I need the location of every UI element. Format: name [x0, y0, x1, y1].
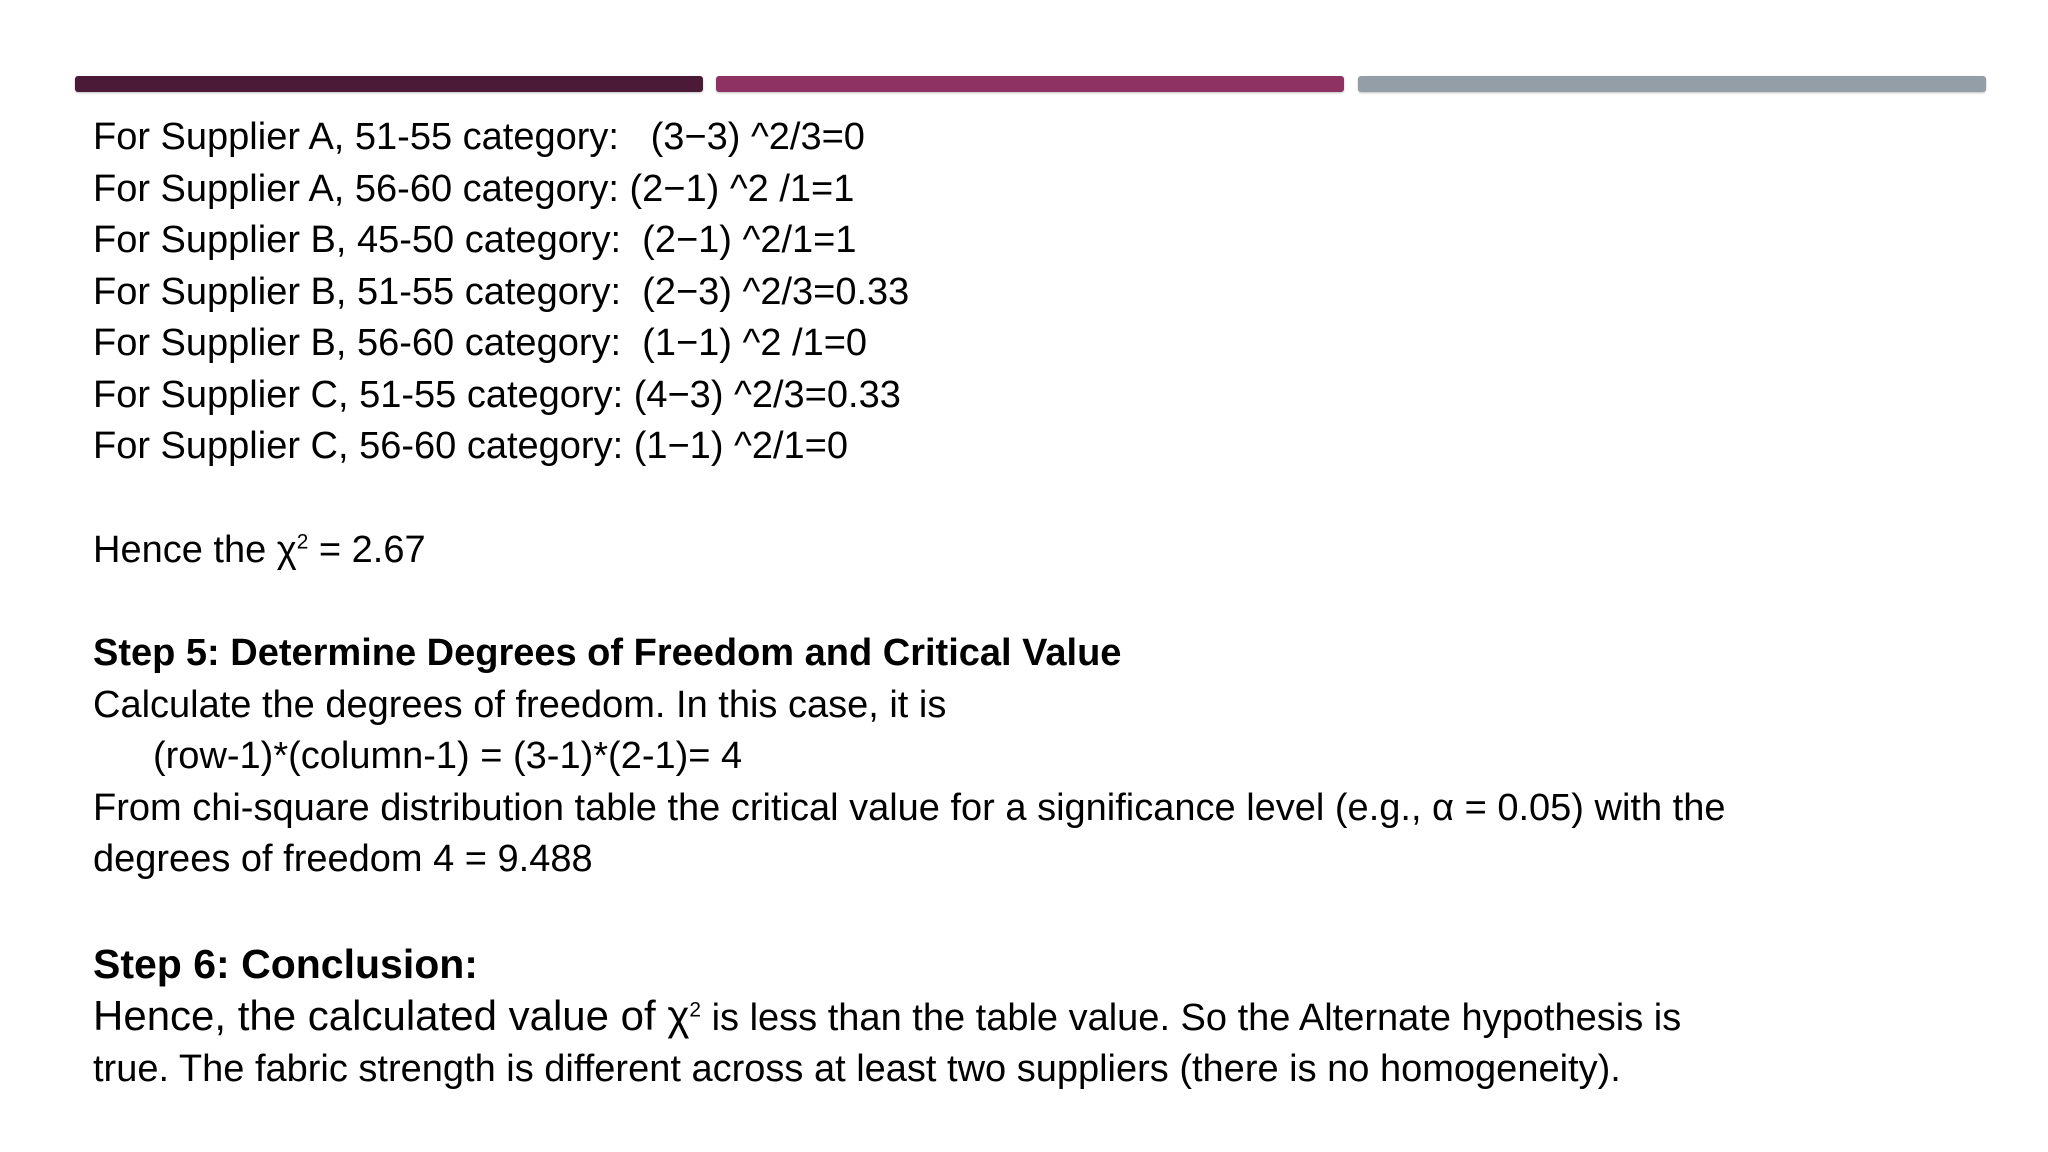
degrees-of-freedom-formula: (row-1)*(column-1) = (3-1)*(2-1)= 4 — [153, 735, 743, 777]
calc-line: For Supplier C, 51-55 category: (4−3) ^2/3=0.33 — [93, 373, 901, 416]
calc-line: For Supplier B, 51-55 category: (2−3) ^2/3=0.33 — [93, 270, 910, 313]
calc-line: For Supplier B, 45-50 category: (2−1) ^2/1=1 — [93, 219, 857, 261]
accent-bar-dark — [75, 76, 703, 92]
step6-heading: Step 6: Conclusion: — [93, 940, 478, 987]
calc-line: For Supplier A, 51-55 category: (3−3) ^2/3=0 — [93, 116, 865, 158]
accent-bar-gray — [1358, 76, 1986, 92]
slide-content — [93, 112, 1973, 1096]
calc-line: For Supplier C, 56-60 category: (1−1) ^2/1=0 — [93, 425, 849, 467]
chi-square-result: Hence the $\chi^2 = 2.67$ — [93, 528, 426, 571]
step5-text: Calculate the degrees of freedom. In this case, it is — [93, 683, 947, 726]
step5-text: From chi-square distribution table the critical value for a significance level (e.g., α = 0.05) with the — [93, 786, 1726, 829]
calc-line: For Supplier A, 56-60 category: (2−1) ^2 /1=1 — [93, 167, 855, 210]
conclusion-text: Hence, the calculated value of $\chi^2$ is less than the table value. So the Alternate hypothesis is true. The fabric strength is different across at least two suppliers (there is no homogeneity). — [93, 991, 1682, 1090]
calc-line: For Supplier B, 56-60 category: (1−1) ^2 /1=0 — [93, 322, 868, 364]
calculation-list — [93, 112, 1973, 473]
step5-text: degrees of freedom 4 = 9.488 — [93, 838, 593, 880]
accent-bar-magenta — [716, 76, 1344, 92]
step5-heading: Step 5: Determine Degrees of Freedom and Critical Value — [93, 632, 1122, 674]
